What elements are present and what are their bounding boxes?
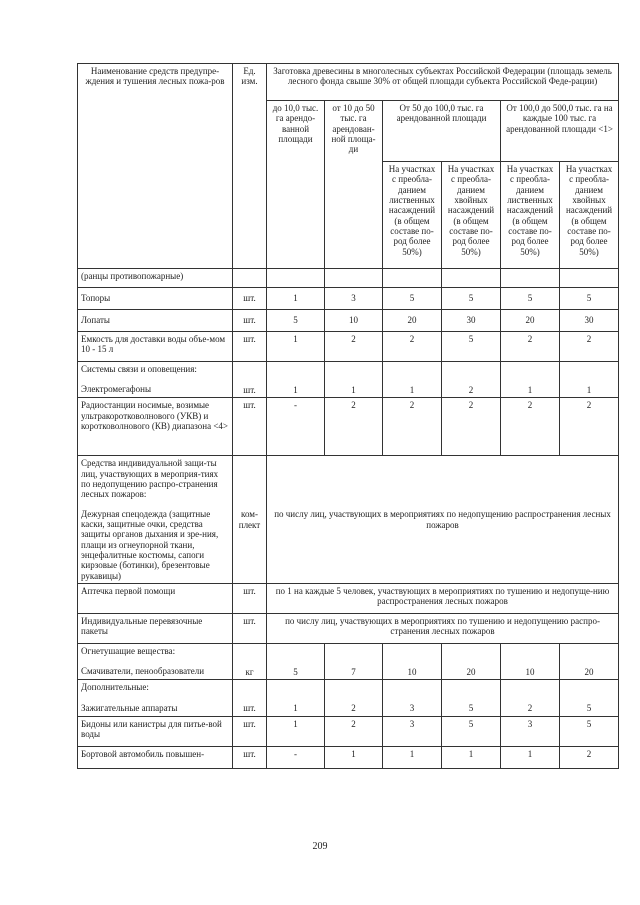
row-unit: шт. <box>243 385 256 395</box>
value-cell: 10 <box>383 644 442 680</box>
value-cell: 2 <box>442 398 501 456</box>
row-name: Радиостанции носимые, возимые ультракоротковолнового (УКВ) и коротковолнового (КВ) диапазона <4> <box>78 398 233 456</box>
header-row-1 <box>78 64 619 101</box>
value-cell: 5 <box>442 680 501 716</box>
row-unit: кг <box>245 667 254 678</box>
header-name: Наименование средств предупре-ждения и тушения лесных пожа-ров <box>78 64 233 269</box>
section-title: Системы связи и оповещения: <box>81 364 197 374</box>
header-leaf-conifer: На участках с преобла-данием хвойных насаждений (в общем составе по-род более 50%) <box>560 162 619 269</box>
value-cell: 1 <box>501 362 560 398</box>
merged-value-cell: по числу лиц, участвующих в мероприятиях по тушению и недопущению распро-странения лесных пожаров <box>267 614 619 644</box>
value-cell: 5 <box>267 644 325 680</box>
merged-value-cell: по числу лиц, участвующих в мероприятиях по недопущению распространения лесных пожаров <box>267 456 619 584</box>
section-title: Дополнительные: <box>81 682 149 693</box>
row-name: Емкость для доставки воды объе-мом 10 - 15 л <box>78 332 233 362</box>
value-cell: 5 <box>442 288 501 310</box>
value-cell: 1 <box>267 288 325 310</box>
table-row <box>78 680 619 716</box>
header-sub-3: От 50 до 100,0 тыс. га арендованной площади <box>383 101 501 162</box>
row-name: Бидоны или канистры для питье-вой воды <box>78 716 233 746</box>
value-cell: 1 <box>267 362 325 398</box>
header-unit: Ед. изм. <box>233 64 267 269</box>
header-group-title: Заготовка древесины в многолесных субъектах Российской Федерации (площадь земель лесного фонда свыше 30% от общей площади субъекта Российской Феде-рации) <box>267 64 619 101</box>
value-cell: 1 <box>267 716 325 746</box>
header-sub-2: от 10 до 50 тыс. га арендован-ной площа-ди <box>325 101 383 269</box>
row-name: Топоры <box>78 288 233 310</box>
equipment-table <box>77 63 619 769</box>
value-cell: 2 <box>501 680 560 716</box>
value-cell: 2 <box>383 332 442 362</box>
header-leaf-conifer: На участках с преобла-данием хвойных насаждений (в общем составе по-род более 50%) <box>442 162 501 269</box>
row-name: Зажигательные аппараты <box>81 702 178 713</box>
header-sub-4: От 100,0 до 500,0 тыс. га на каждые 100 тыс. га арендованной площади <1> <box>501 101 619 162</box>
value-cell: 1 <box>267 332 325 362</box>
header-leaf-deciduous: На участках с преобла-данием лиственных насаждений (в общем составе по-род более 50%) <box>501 162 560 269</box>
row-unit: шт. <box>233 614 267 644</box>
value-cell: 5 <box>560 680 619 716</box>
table-row <box>78 644 619 680</box>
row-unit-cell <box>233 362 267 398</box>
row-name: Дежурная спецодежда (защитные каски, защитные очки, средства защиты органов дыхания и зре-ния, плащи из огнеупорной ткани, энцефалитные костюмы, сапоги кирзовые (ботинки), брезентовые рукавицы) <box>81 508 219 581</box>
row-unit-cell <box>233 644 267 680</box>
value-cell: 1 <box>383 362 442 398</box>
row-cell <box>78 456 233 584</box>
table-row <box>78 398 619 456</box>
value-cell: 5 <box>383 288 442 310</box>
row-cell <box>78 362 233 398</box>
value-cell: 2 <box>501 332 560 362</box>
value-cell: 2 <box>383 398 442 456</box>
value-cell: 1 <box>560 362 619 398</box>
row-unit: шт. <box>243 703 256 714</box>
row-name: (ранцы противопожарные) <box>78 269 233 288</box>
row-unit: шт. <box>233 288 267 310</box>
table-row <box>78 310 619 332</box>
table-row <box>78 269 619 288</box>
value-cell: 7 <box>325 644 383 680</box>
value-cell: 2 <box>501 398 560 456</box>
row-name: Аптечка первой помощи <box>78 584 233 614</box>
row-cell <box>78 644 233 680</box>
table-row <box>78 288 619 310</box>
table-row <box>78 614 619 644</box>
value-cell: 3 <box>383 680 442 716</box>
value-cell: 2 <box>560 746 619 768</box>
row-unit: шт. <box>233 398 267 456</box>
value-cell: 2 <box>442 362 501 398</box>
header-sub-1: до 10,0 тыс. га арендо-ванной площади <box>267 101 325 269</box>
row-name: Индивидуальные перевязочные пакеты <box>78 614 233 644</box>
value-cell: 1 <box>325 746 383 768</box>
row-unit: шт. <box>233 584 267 614</box>
value-cell: 5 <box>442 332 501 362</box>
value-cell: 30 <box>560 310 619 332</box>
value-cell: 20 <box>560 644 619 680</box>
value-cell: 20 <box>383 310 442 332</box>
value-cell: 2 <box>325 332 383 362</box>
section-title: Огнетушащие вещества: <box>81 646 176 657</box>
value-cell: 5 <box>560 288 619 310</box>
row-unit: шт. <box>233 746 267 768</box>
value-cell: 1 <box>267 680 325 716</box>
value-cell: 1 <box>383 746 442 768</box>
merged-value-cell: по 1 на каждые 5 человек, участвующих в мероприятиях по тушению и недопуще-нию распространения лесных пожаров <box>267 584 619 614</box>
value-cell: 10 <box>501 644 560 680</box>
value-cell: 5 <box>501 288 560 310</box>
value-cell: 3 <box>501 716 560 746</box>
page-number: 209 <box>312 841 328 852</box>
value-cell: - <box>267 398 325 456</box>
row-name: Смачиватели, пенообразователи <box>81 666 205 677</box>
value-cell: 2 <box>560 332 619 362</box>
value-cell: 3 <box>325 288 383 310</box>
value-cell: 2 <box>325 716 383 746</box>
row-name: Электромегафоны <box>81 384 152 395</box>
table-row <box>78 362 619 398</box>
value-cell: 30 <box>442 310 501 332</box>
row-unit: шт. <box>233 332 267 362</box>
table-row <box>78 716 619 746</box>
row-unit-cell <box>233 680 267 716</box>
value-cell: 2 <box>325 398 383 456</box>
row-unit: ком-плект <box>233 456 267 584</box>
header-leaf-deciduous: На участках с преобла-данием лиственных насаждений (в общем составе по-род более 50%) <box>383 162 442 269</box>
table-row <box>78 746 619 768</box>
row-unit: шт. <box>233 716 267 746</box>
value-cell: 3 <box>383 716 442 746</box>
value-cell: 10 <box>325 310 383 332</box>
value-cell: 5 <box>560 716 619 746</box>
value-cell: 2 <box>325 680 383 716</box>
table-row <box>78 584 619 614</box>
row-cell <box>78 680 233 716</box>
value-cell: 5 <box>267 310 325 332</box>
value-cell: 2 <box>560 398 619 456</box>
value-cell: 20 <box>442 644 501 680</box>
row-unit: шт. <box>233 310 267 332</box>
value-cell: 5 <box>442 716 501 746</box>
row-name: Лопаты <box>78 310 233 332</box>
row-name: Бортовой автомобиль повышен- <box>78 746 233 768</box>
section-title: Средства индивидуальной защи-ты лиц, участвующих в мероприя-тиях по недопущению распро-странения лесных пожаров: <box>81 458 219 500</box>
value-cell: 1 <box>501 746 560 768</box>
value-cell: 1 <box>325 362 383 398</box>
value-cell: 1 <box>442 746 501 768</box>
table-row <box>78 332 619 362</box>
value-cell: 20 <box>501 310 560 332</box>
value-cell: - <box>267 746 325 768</box>
table-row <box>78 456 619 584</box>
